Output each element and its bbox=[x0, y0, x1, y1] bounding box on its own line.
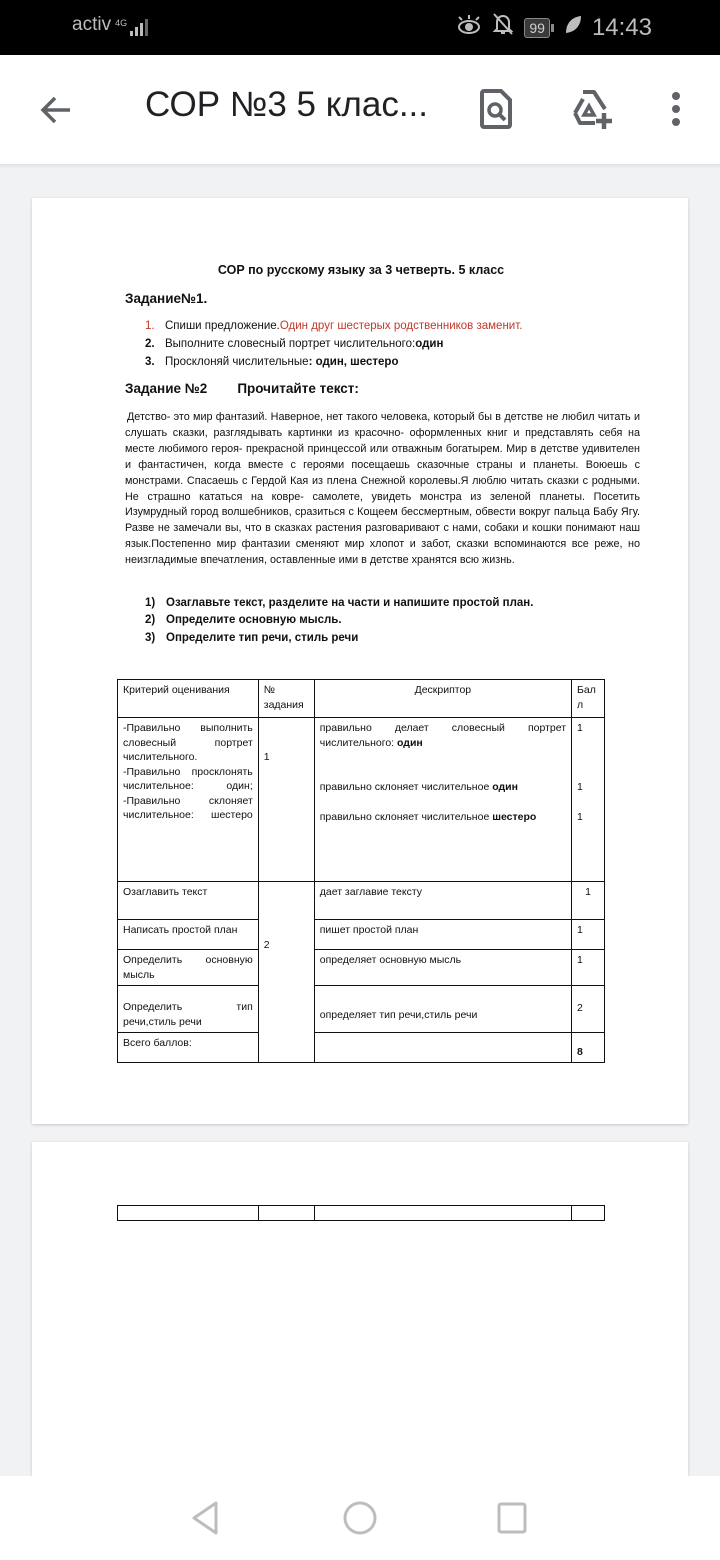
more-vert-icon bbox=[670, 91, 682, 127]
signal-icon bbox=[115, 14, 148, 36]
document-title: СОР №3 5 клас... bbox=[145, 85, 428, 124]
status-icons bbox=[456, 12, 652, 43]
table-row bbox=[118, 718, 605, 882]
nav-home-button[interactable] bbox=[340, 1498, 380, 1538]
document-heading: СОР по русскому языку за 3 четверть. 5 класс bbox=[217, 263, 505, 277]
find-in-document-button[interactable] bbox=[472, 85, 520, 133]
nav-recents-icon bbox=[496, 1501, 528, 1535]
add-to-drive-icon bbox=[569, 89, 615, 129]
table-row: Озаглавить текст 2 дает заглавие тексту 1 bbox=[118, 882, 605, 920]
table-total-row bbox=[118, 1033, 605, 1063]
nav-home-icon bbox=[342, 1500, 378, 1536]
carrier-info bbox=[72, 14, 148, 36]
header-descriptor: Дескриптор bbox=[314, 680, 571, 718]
task1-item: 2. Выполните словесный портрет числительного: один bbox=[145, 338, 444, 350]
task1-list bbox=[145, 317, 522, 371]
back-arrow-icon bbox=[38, 92, 74, 128]
total-label: Всего баллов: bbox=[118, 1033, 259, 1063]
table-row: Определить основную мысль определяет основную мысль 1 bbox=[118, 950, 605, 986]
task2-item: 2) Определите основную мысль. bbox=[145, 614, 342, 627]
back-button[interactable] bbox=[34, 88, 78, 132]
descriptor-cell: правильно делает словесный портрет числительного: один правильно склоняет числительное один правильно склоняет числительное шестеро bbox=[314, 718, 571, 882]
eye-comfort-icon bbox=[456, 13, 482, 42]
carrier-name: activ bbox=[72, 14, 112, 35]
battery-indicator bbox=[524, 18, 554, 38]
battery-level: 99 bbox=[524, 18, 550, 38]
leaf-icon bbox=[564, 14, 582, 42]
app-bar bbox=[0, 55, 720, 165]
task2-heading: Задание №2 Прочитайте текст: bbox=[125, 381, 359, 396]
table-row: Определить тип речи,стиль речи определяет тип речи,стиль речи 2 bbox=[118, 986, 605, 1033]
task1-item: 3. Просклоняй числительные : один, шестеро bbox=[145, 356, 399, 368]
nav-back-button[interactable] bbox=[186, 1498, 226, 1538]
task2-item: 3) Определите тип речи, стиль речи bbox=[145, 631, 359, 644]
task2-item: 1) Озаглавьте текст, разделите на части и напишите простой план. bbox=[145, 596, 534, 609]
find-in-document-icon bbox=[479, 89, 513, 129]
task1-heading: Задание№1. bbox=[125, 291, 208, 306]
status-bar bbox=[0, 0, 720, 55]
header-task-no: № задания bbox=[258, 680, 314, 718]
task-no-cell: 2 bbox=[258, 882, 314, 1063]
navigation-bar bbox=[0, 1476, 720, 1560]
clock: 14:43 bbox=[591, 13, 652, 41]
document-page-2 bbox=[32, 1142, 688, 1476]
continued-table bbox=[117, 1205, 605, 1221]
task1-item: 1. Спиши предложение. Один друг шестерых родственников заменит. bbox=[145, 320, 523, 332]
reading-text: Детство- это мир фантазий. Наверное, нет такого человека, который бы в детстве не любил читать и слушать сказки, разглядывать картинки из красочно- оформленных книг и представлять себя на месте любимого героя- прекрасной принцессой или отважным богатырем. Мир в детстве удивителен и фантастичен, когда вместе с героями посещаешь сказочные страны и планеты. Воюешь с монстрами. Спасаешь с Гердой Кая из плена Снежной королевы.Я люблю читать сказки с родными. Не страшно кататься на ковре- самолете, увидеть монстра из зеленой планеты. Посетить Изумрудный город волшебников, сразиться с Кощеем бессмертным, обвести вокруг пальца Бабу Ягу. Разве не замечали вы, что в сказках растения разговаривают с нами, собаки и кошки понимают наш язык.Постепенно мир фантазии сменяют мир хлопот и забот, сказки вспоминаются все реже, но неизгладимые впечатления, оставленные ими в детстве хранятся всю жизнь. bbox=[125, 411, 640, 567]
score-cell: 1 1 1 bbox=[572, 718, 605, 882]
header-criterion: Критерий оценивания bbox=[118, 680, 259, 718]
add-to-drive-button[interactable] bbox=[568, 85, 616, 133]
header-score: Балл bbox=[572, 680, 605, 718]
nav-back-icon bbox=[190, 1500, 222, 1536]
nav-recents-button[interactable] bbox=[492, 1498, 532, 1538]
rubric-table bbox=[117, 679, 605, 1063]
task-no-cell: 1 bbox=[258, 718, 314, 882]
network-type: 4G bbox=[115, 18, 128, 28]
task2-list bbox=[145, 594, 533, 647]
criteria-cell: -Правильно выполнить словесный портрет числительного. -Правильно просклонять числительное: один; -Правильно склоняет числительное: шестеро bbox=[118, 718, 259, 882]
table-header-row bbox=[118, 680, 605, 718]
document-page-1 bbox=[32, 198, 688, 1124]
total-score: 8 bbox=[572, 1033, 605, 1063]
mute-bell-icon bbox=[492, 12, 514, 43]
more-options-button[interactable] bbox=[652, 85, 700, 133]
highlighted-sentence: Один друг шестерых родственников заменит. bbox=[279, 320, 523, 332]
table-row: Написать простой план пишет простой план 1 bbox=[118, 920, 605, 950]
